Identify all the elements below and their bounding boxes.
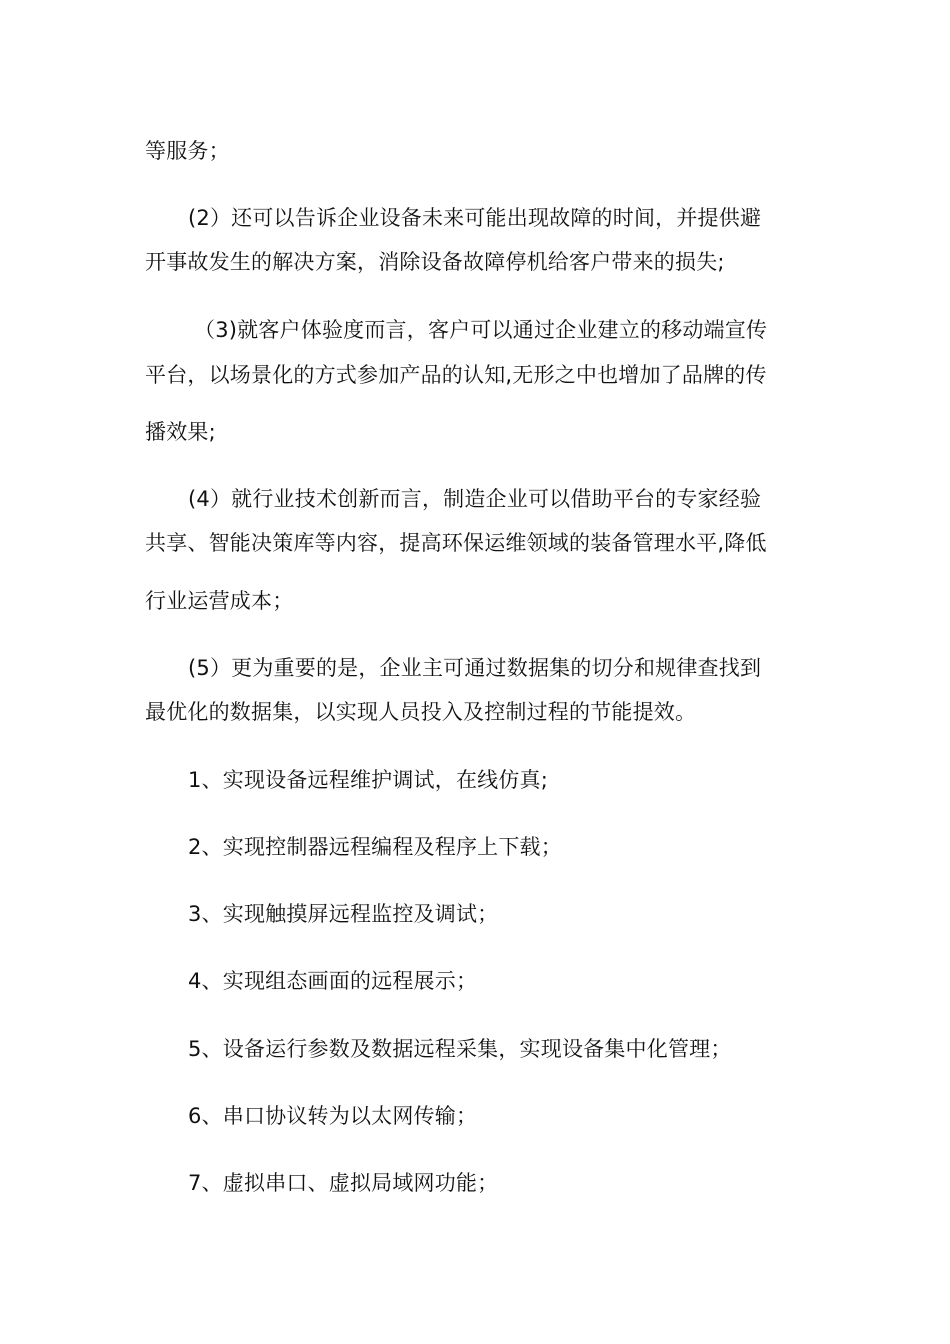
paragraph-3-line-2: 平台，以场景化的方式参加产品的认知,无形之中也增加了品牌的传: [145, 363, 767, 387]
text-line: 等服务；: [145, 139, 230, 163]
paragraph-4-line-2: 共享、智能决策库等内容，提高环保运维领域的装备管理水平,降低: [145, 531, 767, 555]
paragraph-3-line-3: 播效果;: [145, 420, 216, 444]
list-item-1: 1、实现设备远程维护调试，在线仿真;: [188, 768, 549, 792]
paragraph-5-line-2: 最优化的数据集，以实现人员投入及控制过程的节能提效。: [145, 700, 697, 724]
paragraph-4-line-3: 行业运营成本；: [145, 589, 294, 613]
list-item-6: 6、串口协议转为以太网传输；: [188, 1104, 478, 1128]
paragraph-2-line-2: 开事故发生的解决方案，消除设备故障停机给客户带来的损失;: [145, 250, 725, 274]
paragraph-3-line-1: （3)就客户体验度而言，客户可以通过企业建立的移动端宣传: [194, 318, 768, 342]
list-item-3: 3、实现触摸屏远程监控及调试；: [188, 902, 499, 926]
list-item-2: 2、实现控制器远程编程及程序上下载；: [188, 835, 562, 859]
paragraph-4-line-1: (4）就行业技术创新而言，制造企业可以借助平台的专家经验: [188, 487, 762, 511]
list-item-5: 5、设备运行参数及数据远程采集，实现设备集中化管理；: [188, 1037, 732, 1061]
list-item-7: 7、虚拟串口、虚拟局域网功能；: [188, 1171, 499, 1195]
paragraph-2-line-1: (2）还可以告诉企业设备未来可能出现故障的时间，并提供避: [188, 206, 762, 230]
paragraph-5-line-1: (5）更为重要的是，企业主可通过数据集的切分和规律查找到: [188, 656, 762, 680]
list-item-4: 4、实现组态画面的远程展示；: [188, 969, 478, 993]
